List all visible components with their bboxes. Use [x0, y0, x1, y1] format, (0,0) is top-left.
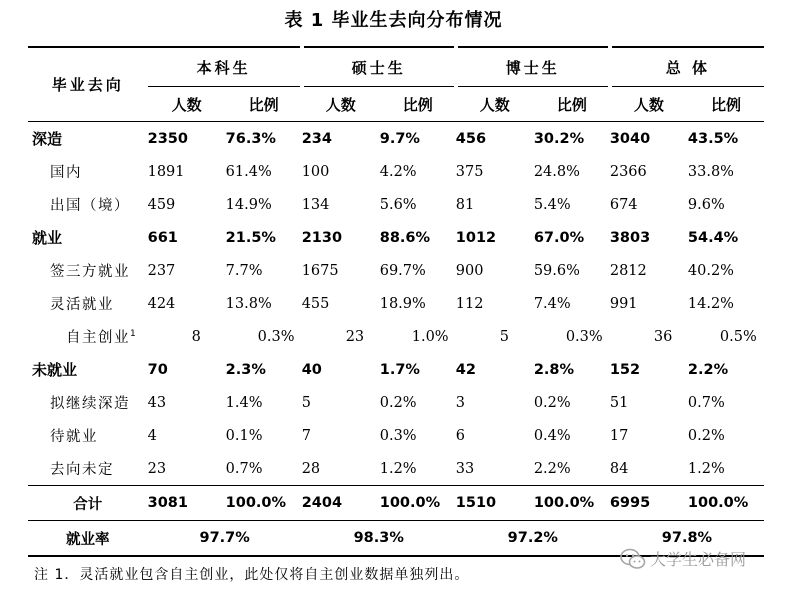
cell-ratio: 1.2%	[687, 460, 725, 477]
cell-count: 234	[301, 130, 332, 147]
footnote-text: 注 1．灵活就业包含自主创业，此处仅将自主创业数据单独列出。	[34, 567, 470, 583]
row-label: 待就业	[50, 429, 98, 445]
table-row	[28, 320, 764, 353]
cell-count: 33	[455, 460, 475, 477]
watermark-text: 大学生必备网	[650, 550, 747, 569]
cell-ratio: 0.4%	[533, 427, 571, 444]
row-label-text: 自主创业	[66, 330, 130, 346]
cell-count: 112	[455, 295, 484, 312]
cell-count: 5	[499, 328, 509, 345]
row-label: 深造	[32, 130, 63, 148]
cell-count: 36	[653, 328, 673, 345]
row-label: 灵活就业	[50, 297, 114, 313]
cell-ratio: 100.0%	[534, 486, 610, 521]
cell-ratio: 0.5%	[719, 328, 757, 345]
row-label: 就业	[32, 229, 63, 247]
cell-ratio: 61.4%	[225, 163, 272, 180]
employment-rate-undergrad: 97.7%	[148, 521, 302, 557]
cell-ratio: 54.4%	[687, 229, 739, 246]
cell-count: 8	[191, 328, 201, 345]
cell-count: 6	[455, 427, 465, 444]
cell-ratio: 59.6%	[533, 262, 580, 279]
group-header-undergrad: 本科生	[148, 47, 302, 87]
cell-count: 991	[609, 295, 638, 312]
watermark	[620, 547, 746, 570]
table-row	[28, 155, 764, 188]
cell-count: 7	[301, 427, 311, 444]
cell-ratio: 2.3%	[225, 361, 266, 378]
table-row	[28, 221, 764, 254]
cell-ratio: 5.6%	[379, 196, 417, 213]
cell-count: 424	[147, 295, 176, 312]
graduate-destination-table	[28, 46, 764, 557]
cell-count: 1510	[456, 486, 534, 521]
cell-count: 455	[301, 295, 330, 312]
table-row	[28, 188, 764, 221]
cell-ratio: 9.7%	[379, 130, 420, 147]
cell-ratio: 1.2%	[379, 460, 417, 477]
cell-ratio: 5.4%	[533, 196, 571, 213]
group-header-doctor: 博士生	[456, 47, 610, 87]
cell-ratio: 1.0%	[411, 328, 449, 345]
cell-ratio: 7.4%	[533, 295, 571, 312]
cell-count: 6995	[610, 486, 688, 521]
col-header-count: 人数	[456, 87, 534, 122]
cell-ratio: 40.2%	[687, 262, 734, 279]
wechat-icon	[620, 548, 646, 570]
group-header-overall: 总 体	[610, 47, 764, 87]
cell-count: 2404	[302, 486, 380, 521]
row-label: 去向未定	[50, 462, 114, 478]
cell-ratio: 0.2%	[687, 427, 725, 444]
cell-ratio: 1.4%	[225, 394, 263, 411]
cell-ratio: 0.2%	[533, 394, 571, 411]
cell-count: 40	[301, 361, 322, 378]
cell-ratio: 0.3%	[379, 427, 417, 444]
row-label: 国内	[50, 165, 82, 181]
cell-ratio: 7.7%	[225, 262, 263, 279]
col-header-ratio: 比例	[688, 87, 764, 122]
cell-count: 4	[147, 427, 157, 444]
table-title: 表 1 毕业生去向分布情况	[284, 10, 503, 31]
cell-ratio: 0.1%	[225, 427, 263, 444]
cell-count: 674	[609, 196, 638, 213]
table-body	[28, 122, 764, 557]
table-row	[28, 386, 764, 419]
row-label: 出国（境）	[50, 198, 130, 214]
cell-count: 661	[147, 229, 178, 246]
table-row	[28, 254, 764, 287]
cell-count: 900	[455, 262, 484, 279]
col-header-count: 人数	[148, 87, 226, 122]
cell-ratio: 43.5%	[687, 130, 739, 147]
cell-count: 1891	[147, 163, 185, 180]
cell-ratio: 69.7%	[379, 262, 426, 279]
cell-count: 23	[147, 460, 167, 477]
cell-count: 2812	[609, 262, 647, 279]
cell-count: 3803	[609, 229, 651, 246]
cell-count: 42	[455, 361, 476, 378]
cell-ratio: 14.2%	[687, 295, 734, 312]
cell-count: 237	[147, 262, 176, 279]
row-header-label: 毕业去向	[28, 47, 148, 122]
cell-count: 2130	[301, 229, 343, 246]
employment-rate-master: 98.3%	[302, 521, 456, 557]
table-row	[28, 452, 764, 486]
cell-count: 152	[609, 361, 641, 378]
cell-count: 3	[455, 394, 465, 411]
cell-count: 2350	[147, 130, 188, 147]
cell-count: 23	[345, 328, 365, 345]
cell-ratio: 2.2%	[533, 460, 571, 477]
cell-count: 100	[301, 163, 330, 180]
cell-ratio: 67.0%	[533, 229, 585, 246]
total-label: 合计	[28, 486, 148, 521]
cell-ratio: 33.8%	[687, 163, 734, 180]
cell-count: 1675	[301, 262, 339, 279]
cell-count: 1012	[455, 229, 497, 246]
cell-count: 2366	[609, 163, 647, 180]
cell-count: 17	[609, 427, 629, 444]
cell-ratio: 100.0%	[380, 486, 456, 521]
cell-ratio: 76.3%	[225, 130, 276, 147]
cell-ratio: 0.2%	[379, 394, 417, 411]
cell-count: 70	[147, 361, 168, 378]
row-label	[28, 320, 148, 353]
table-row	[28, 353, 764, 386]
cell-ratio: 4.2%	[379, 163, 417, 180]
cell-ratio: 88.6%	[379, 229, 431, 246]
cell-ratio: 30.2%	[533, 130, 585, 147]
cell-count: 3040	[609, 130, 651, 147]
group-header-master: 硕士生	[302, 47, 456, 87]
row-label: 拟继续深造	[50, 396, 130, 412]
cell-count: 3081	[148, 486, 226, 521]
cell-count: 28	[301, 460, 321, 477]
cell-ratio: 14.9%	[225, 196, 272, 213]
table-row	[28, 287, 764, 320]
col-header-count: 人数	[302, 87, 380, 122]
cell-ratio: 2.8%	[533, 361, 575, 378]
cell-count: 51	[609, 394, 629, 411]
cell-ratio: 13.8%	[225, 295, 272, 312]
cell-count: 5	[301, 394, 311, 411]
cell-count: 81	[455, 196, 475, 213]
employment-rate-overall: 97.8%	[610, 521, 764, 557]
cell-ratio: 0.7%	[225, 460, 263, 477]
cell-count: 134	[301, 196, 330, 213]
cell-count: 375	[455, 163, 484, 180]
cell-count: 459	[147, 196, 176, 213]
row-label: 未就业	[32, 361, 78, 379]
cell-count: 456	[455, 130, 487, 147]
col-header-ratio: 比例	[380, 87, 456, 122]
employment-rate-doctor: 97.2%	[456, 521, 610, 557]
cell-ratio: 100.0%	[688, 486, 764, 521]
cell-ratio: 0.3%	[565, 328, 603, 345]
footnote-marker: 1	[130, 329, 138, 340]
total-row	[28, 486, 764, 521]
col-header-count: 人数	[610, 87, 688, 122]
row-label: 签三方就业	[50, 264, 130, 280]
cell-ratio: 0.7%	[687, 394, 725, 411]
employment-rate-label: 就业率	[28, 521, 148, 557]
cell-count: 43	[147, 394, 167, 411]
cell-ratio: 21.5%	[225, 229, 276, 246]
cell-ratio: 2.2%	[687, 361, 729, 378]
table-row	[28, 122, 764, 156]
col-header-ratio: 比例	[534, 87, 610, 122]
cell-ratio: 100.0%	[226, 486, 302, 521]
cell-ratio: 1.7%	[379, 361, 420, 378]
cell-ratio: 9.6%	[687, 196, 725, 213]
cell-ratio: 18.9%	[379, 295, 426, 312]
col-header-ratio: 比例	[226, 87, 302, 122]
table-row	[28, 419, 764, 452]
cell-ratio: 24.8%	[533, 163, 580, 180]
cell-count: 84	[609, 460, 629, 477]
cell-ratio: 0.3%	[257, 328, 295, 345]
